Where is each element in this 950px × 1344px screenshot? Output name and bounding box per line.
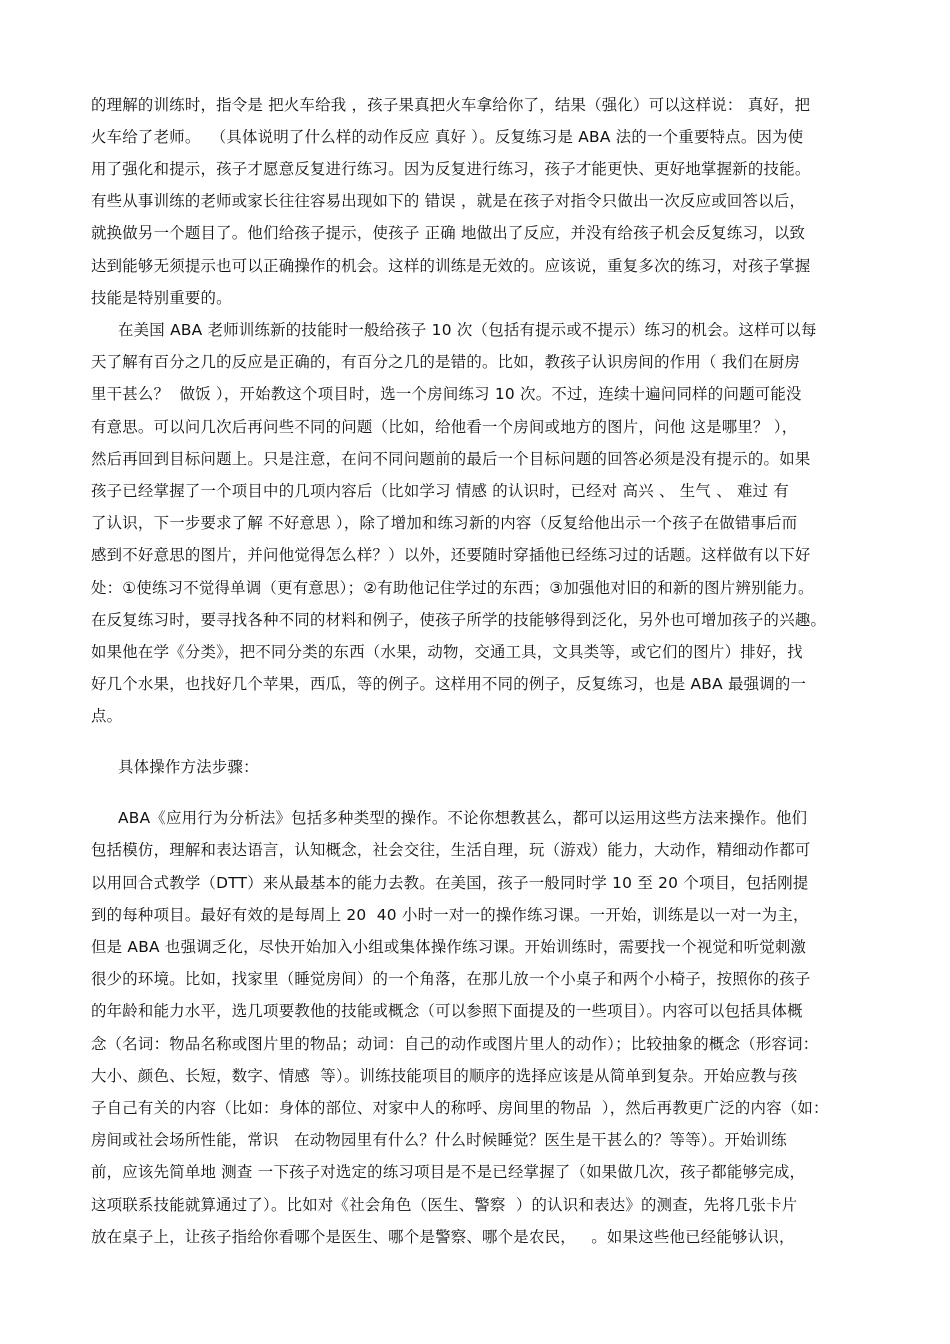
text-line: 子自己有关的内容（比如：身体的部位、对家中人的称呼、房间里的物品 ），然后再教更广泛的内容（如：: [91, 1099, 829, 1117]
text-line: 感到不好意思的图片，并问他觉得怎么样？）以外，还要随时穿插他已经练习过的话题。这样做有以下好: [91, 546, 811, 564]
text-line: 到的每种项目。最好有效的是每周上 20 40 小时一对一的操作练习课。一开始，训练是以一对一为主，: [91, 906, 809, 924]
text-line: 在反复练习时，要寻找各种不同的材料和例子，使孩子所学的技能够得到泛化，另外也可增加孩子的兴趣。: [91, 611, 827, 629]
text-line: 点。: [91, 707, 123, 725]
text-line: 达到能够无须提示也可以正确操作的机会。这样的训练是无效的。应该说，重复多次的练习，对孩子掌握: [91, 257, 811, 275]
text-line: 然后再回到目标问题上。只是注意，在问不同问题前的最后一个目标问题的回答必须是没有提示的。如果: [91, 450, 811, 468]
text-line: 天了解有百分之几的反应是正确的，有百分之几的是错的。比如，教孩子认识房间的作用（ 我们在厨房: [91, 353, 800, 371]
text-line: 很少的环境。比如，找家里（睡觉房间）的一个角落，在那儿放一个小桌子和两个小椅子，按照你的孩子: [91, 970, 811, 988]
text-line: 的理解的训练时，指令是 把火车给我 ，孩子果真把火车拿给你了，结果（强化）可以这样说： 真好，把: [91, 96, 811, 114]
text-line: 包括模仿，理解和表达语言，认知概念，社会交往，生活自理，玩（游戏）能力，大动作，精细动作都可: [91, 841, 811, 859]
text-line: 前，应该先简单地 测查 一下孩子对选定的练习项目是不是已经掌握了（如果做几次，孩子都能够完成，: [91, 1163, 806, 1181]
text-line: ABA《应用行为分析法》包括多种类型的操作。不论你想教甚么，都可以运用这些方法来操作。他们: [118, 809, 808, 827]
text-line: 这项联系技能就算通过了）。比如对《社会角色（医生、警察 ）的认识和表达》的测查，先将几张卡片: [91, 1196, 798, 1214]
text-line: 的年龄和能力水平，选几项要教他的技能或概念（可以参照下面提及的一些项目）。内容可以包括具体概: [91, 1002, 803, 1020]
text-line: 孩子已经掌握了一个项目中的几项内容后（比如学习 情感 的认识时，已经对 高兴 、 生气 、 难过 有: [91, 482, 790, 500]
text-line: 念（名词：物品名称或图片里的物品；动词：自己的动作或图片里人的动作）；比较抽象的概念（形容词：: [91, 1035, 819, 1053]
text-line: 里干甚么？ 做饭 ），开始教这个项目时，选一个房间练习 10 次。不过，连续十遍问同样的问题可能没: [91, 385, 802, 403]
text-line: 就换做另一个题目了。他们给孩子提示，使孩子 正确 地做出了反应，并没有给孩子机会反复练习，以致: [91, 224, 806, 242]
text-line: 如果他在学《分类》，把不同分类的东西（水果，动物，交通工具，文具类等，或它们的图片）排好，找: [91, 643, 803, 661]
text-line: 处：①使练习不觉得单调（更有意思）；②有助他记住学过的东西；③加强他对旧的和新的图片辨别能力。: [91, 579, 814, 597]
text-line: 在美国 ABA 老师训练新的技能时一般给孩子 10 次（包括有提示或不提示）练习的机会。这样可以每: [118, 321, 817, 339]
section-heading: 具体操作方法步骤：: [118, 758, 259, 776]
text-line: 房间或社会场所性能，常识 在动物园里有什么？什么时候睡觉？医生是干甚么的？等等）。开始训练: [91, 1131, 787, 1149]
text-line: 以用回合式教学（DTT）来从最基本的能力去教。在美国，孩子一般同时学 10 至 20 个项目，包括刚提: [91, 874, 809, 892]
text-line: 火车给了老师。 （具体说明了什么样的动作反应 真好 ）。反复练习是 ABA 法的一个重要特点。因为使: [91, 128, 804, 146]
text-line: 有些从事训练的老师或家长往往容易出现如下的 错误 ，就是在孩子对指令只做出一次反应或回答以后，: [91, 192, 806, 210]
text-line: 大小、颜色、长短，数字、情感 等）。训练技能项目的顺序的选择应该是从简单到复杂。开始应教与孩: [91, 1067, 798, 1085]
text-line: 但是 ABA 也强调乏化，尽快开始加入小组或集体操作练习课。开始训练时，需要找一个视觉和听觉刺激: [91, 938, 807, 956]
text-line: 放在桌子上，让孩子指给你看哪个是医生、哪个是警察、哪个是农民， 。如果这些他已经能够认识，: [91, 1228, 795, 1246]
text-line: 好几个水果，也找好几个苹果，西瓜，等的例子。这样用不同的例子，反复练习，也是 ABA 最强调的一: [91, 675, 807, 693]
text-line: 用了强化和提示，孩子才愿意反复进行练习。因为反复进行练习，孩子才能更快、更好地掌握新的技能。: [91, 160, 811, 178]
text-line: 技能是特别重要的。: [91, 289, 232, 307]
text-line: 了认识，下一步要求了解 不好意思 ），除了增加和练习新的内容（反复给他出示一个孩子在做错事后而: [91, 514, 798, 532]
text-line: 有意思。可以问几次后再问些不同的问题（比如，给他看一个房间或地方的图片，问他 这是哪里？ ），: [91, 418, 798, 436]
